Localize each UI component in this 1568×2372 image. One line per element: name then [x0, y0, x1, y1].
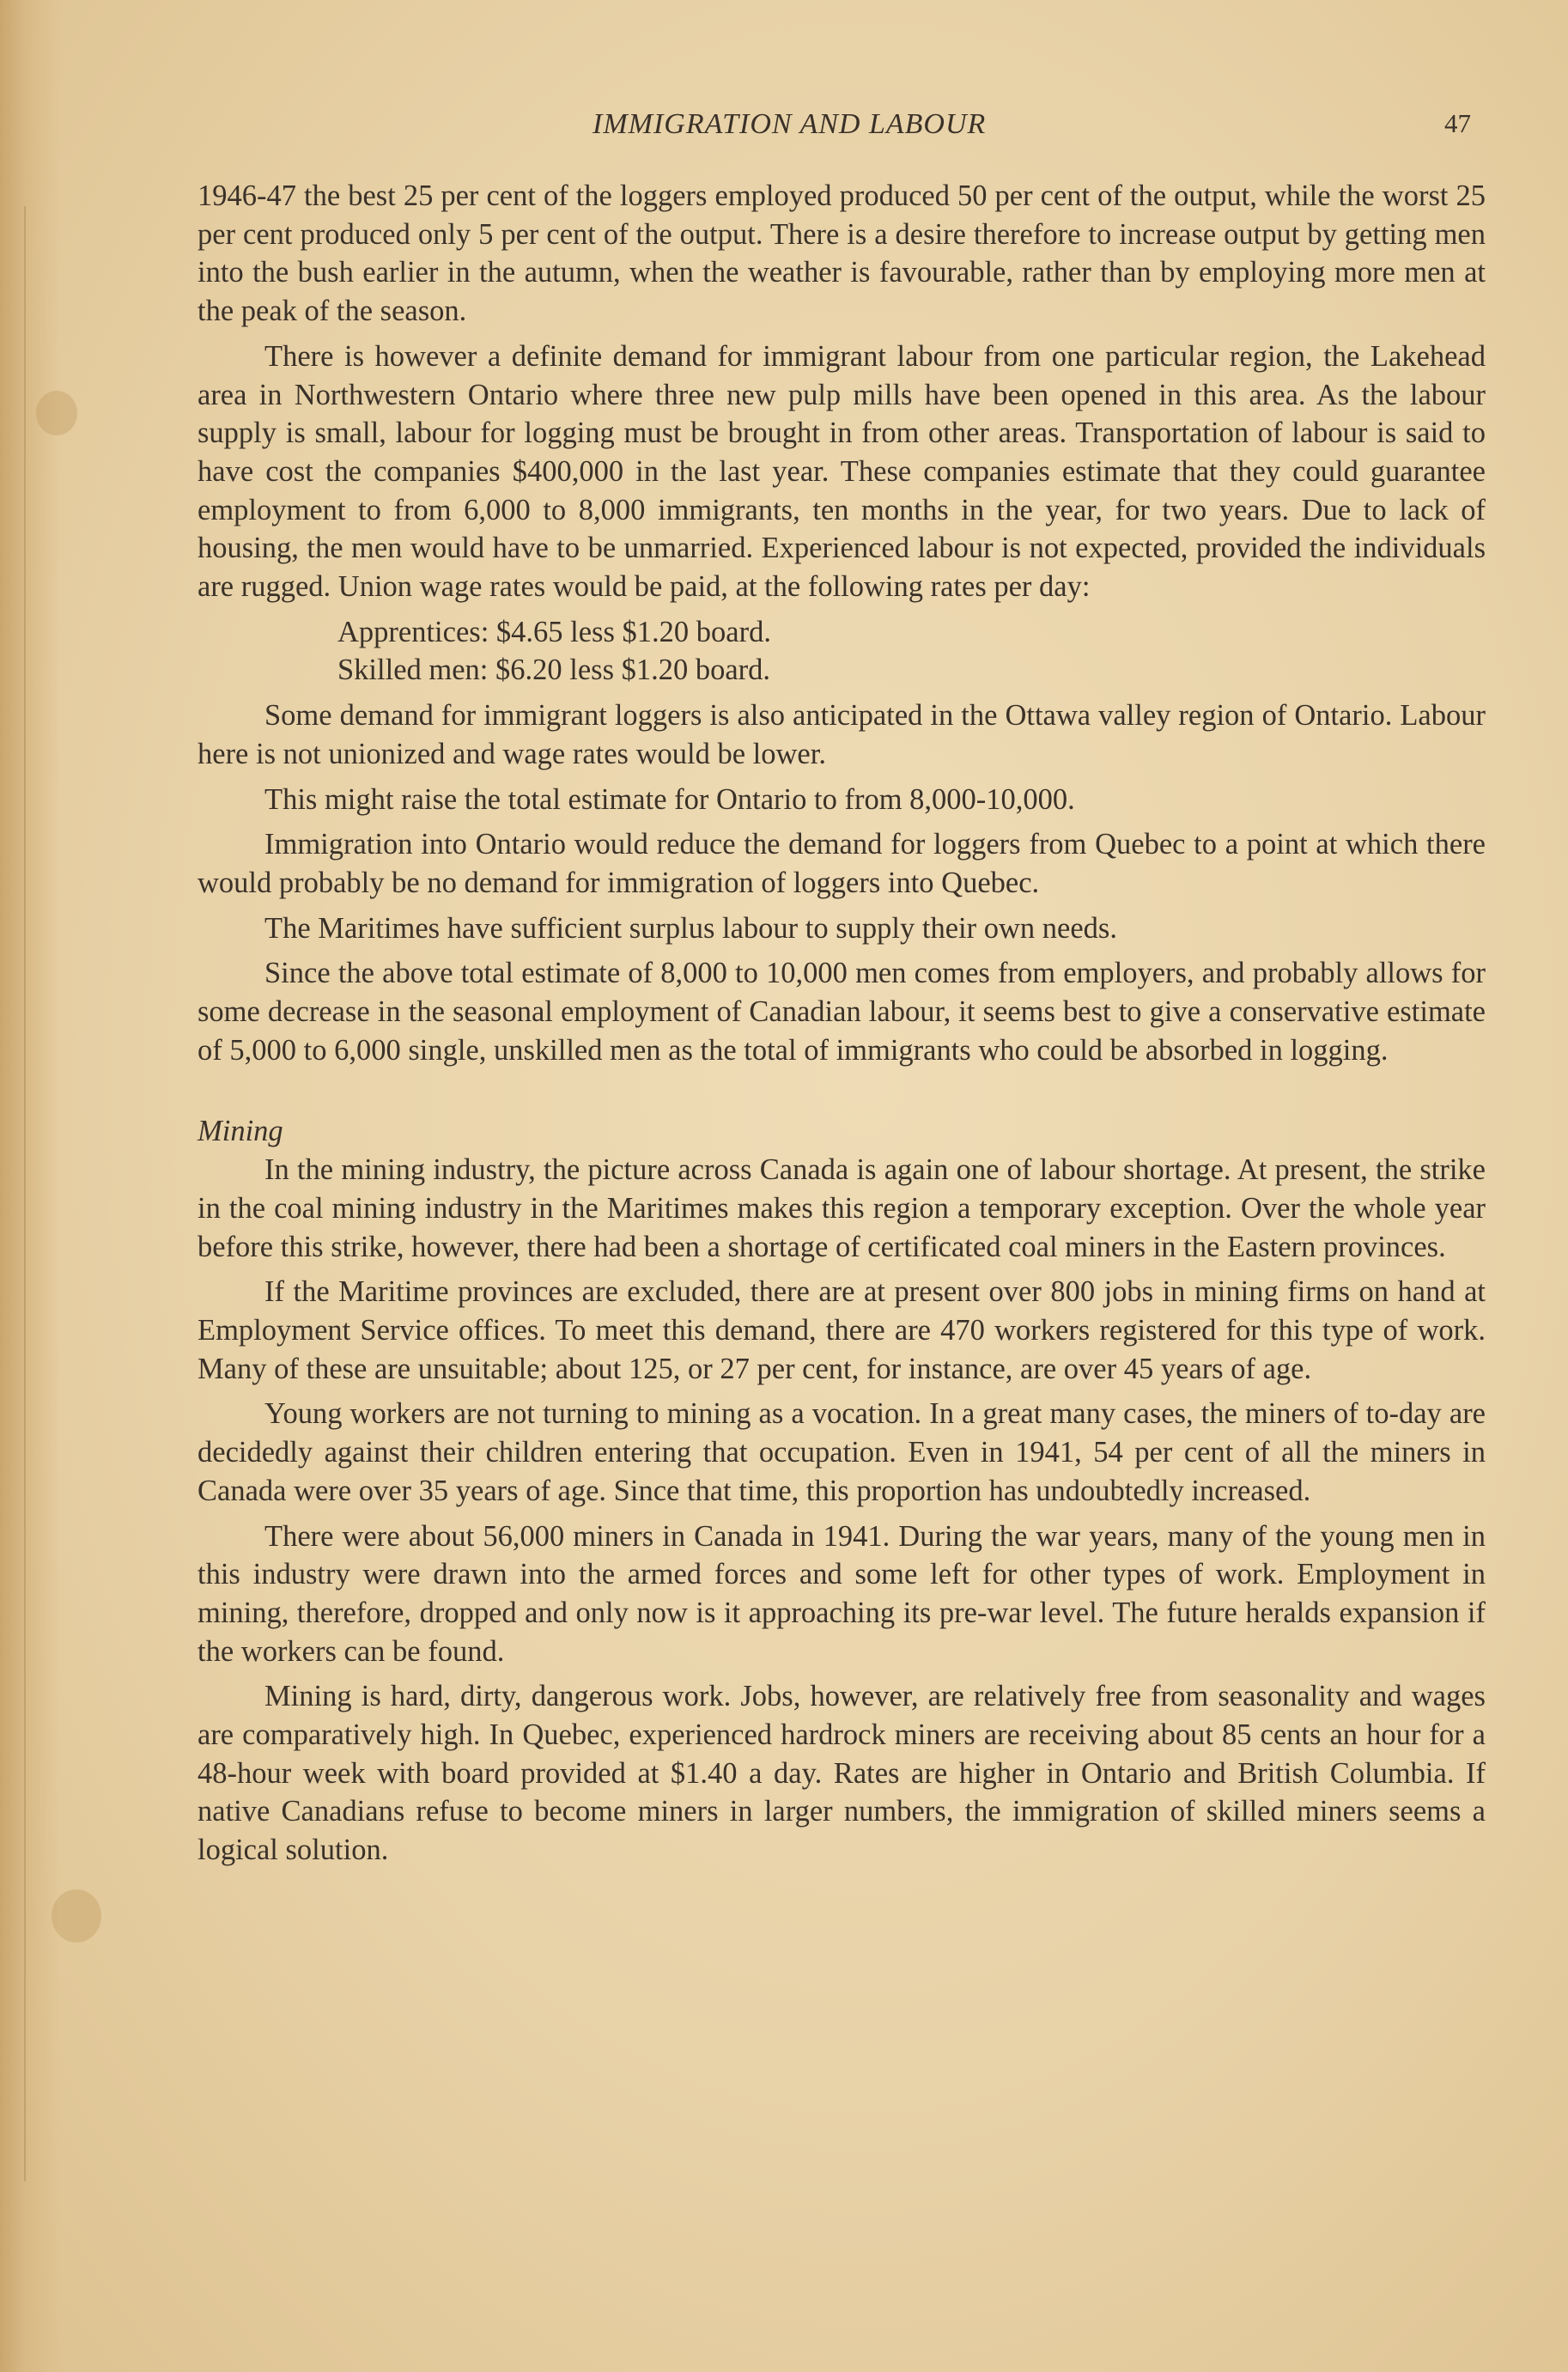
page-binding-shadow [0, 0, 60, 2372]
paragraph: There were about 56,000 miners in Canada in 1941. During the war years, many of the young men in this industry were drawn into the armed forces and some left for other types of work. Employment in mining, therefore, dropped and only now is it approaching its pre-war level. The future heralds expansion if the workers can be found. [198, 1519, 1486, 1668]
binding-crease [24, 206, 26, 2181]
paragraph: The Maritimes have sufficient surplus labour to supply their own needs. [264, 911, 1117, 945]
paragraph: 1946-47 the best 25 per cent of the loggers employed produced 50 per cent of the output, while the worst 25 per cent produced only 5 per cent of the output. There is a desire therefore to increase output by getting men into the bush earlier in the autumn, when the weather is favourable, rather than by employing more men at the peak of the season. [198, 179, 1486, 328]
rate-line-apprentices: Apprentices: $4.65 less $1.20 board. [337, 615, 771, 648]
body-text [198, 177, 1486, 1876]
paragraph: There is however a definite demand for immigrant labour from one particular region, the Lakehead area in Northwestern Ontario where three new pulp mills have been opened in this area. As the labour supply is small, labour for logging must be brought in from other areas. Transportation of labour is said to have cost the companies $400,000 in the last year. These companies estimate that they could guarantee employment to from 6,000 to 8,000 immigrants, ten months in the year, for two years. Due to lack of housing, the men would have to be unmarried. Experienced labour is not expected, provided the individuals are rugged. Union wage rates would be paid, at the following rates per day: [198, 339, 1486, 604]
rate-line-skilled-men: Skilled men: $6.20 less $1.20 board. [337, 654, 771, 687]
paragraph: Mining is hard, dirty, dangerous work. Jobs, however, are relatively free from seasonality and wages are comparatively high. In Quebec, experienced hardrock miners are receiving about 85 cents an hour for a 48-hour week with board provided at $1.40 a day. Rates are higher in Ontario and British Columbia. If native Canadians refuse to become miners in larger numbers, the immigration of skilled miners seems a logical solution. [198, 1680, 1486, 1867]
wage-rates-list [198, 613, 1486, 690]
paragraph: This might raise the total estimate for Ontario to from 8,000-10,000. [264, 782, 1075, 816]
paragraph: Some demand for immigrant loggers is also anticipated in the Ottawa valley region of Ontario. Labour here is not unionized and wage rates would be lower. [198, 699, 1486, 770]
running-head: IMMIGRATION AND LABOUR [593, 108, 987, 140]
paragraph: Immigration into Ontario would reduce the demand for loggers from Quebec to a point at which there would probably be no demand for immigration of loggers into Quebec. [198, 828, 1486, 899]
page-number: 47 [1444, 108, 1471, 138]
paper-stain [52, 1889, 101, 1943]
paper-stain [36, 391, 77, 435]
paragraph: If the Maritime provinces are excluded, there are at present over 800 jobs in mining firms on hand at Employment Service offices. To meet this demand, there are 470 workers registered for this type of work. Many of these are unsuitable; about 125, or 27 per cent, for instance, are over 45 years of age. [198, 1275, 1486, 1385]
paragraph: Young workers are not turning to mining as a vocation. In a great many cases, the miners of to-day are decidedly against their children entering that occupation. Even in 1941, 54 per cent of all the miners in Canada were over 35 years of age. Since that time, this proportion has undoubtedly increased. [198, 1397, 1486, 1507]
paragraph: Since the above total estimate of 8,000 to 10,000 men comes from employers, and probably allows for some decrease in the seasonal employment of Canadian labour, it seems best to give a conservative estimate of 5,000 to 6,000 single, unskilled men as the total of immigrants who could be absorbed in logging. [198, 957, 1486, 1067]
page-header [0, 108, 1568, 151]
paragraph: In the mining industry, the picture across Canada is again one of labour shortage. At present, the strike in the coal mining industry in the Maritimes makes this region a temporary exception. Over the whole year before this strike, however, there had been a shortage of certificated coal miners in the Eastern provinces. [198, 1153, 1486, 1263]
section-heading-mining: Mining [198, 1115, 283, 1148]
